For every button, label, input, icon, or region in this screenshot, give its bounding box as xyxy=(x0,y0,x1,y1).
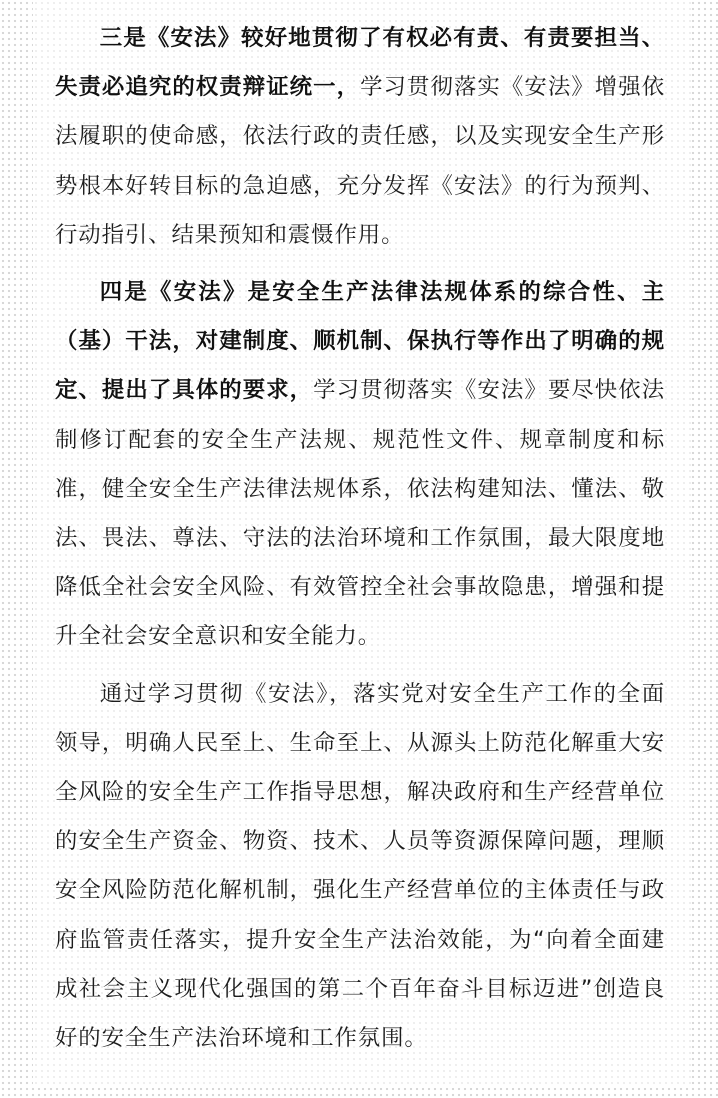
paragraph-bold-lead: 四是《安法》是安全生产法律法规体系的综合性、主（基）干法，对建制度、顺机制、保执行等作出了明确的规定、提出了具体的要求， xyxy=(55,279,665,404)
paragraph-bold-lead: 三是《安法》较好地贯彻了有权必有责、有责要担当、失责必追究的权责辩证统一， xyxy=(55,25,665,101)
paragraph-point-three xyxy=(55,14,665,260)
paragraph-body: 学习贯彻落实《安法》要尽快依法制修订配套的安全生产法规、规范性文件、规章制度和标准，健全安全生产法律法规体系，依法构建知法、懂法、敬法、畏法、尊法、守法的法治环境和工作氛围，最大限度地降低全社会安全风险、有效管控全社会事故隐患，增强和提升全社会安全意识和安全能力。 xyxy=(55,377,666,650)
article-text xyxy=(55,14,665,1071)
paragraph-body: 学习贯彻落实《安法》增强依法履职的使命感，依法行政的责任感，以及实现安全生产形势根本好转目标的急迫感，充分发挥《安法》的行为预判、行动指引、结果预知和震慑作用。 xyxy=(55,74,666,248)
paragraph-body: 通过学习贯彻《安法》，落实党对安全生产工作的全面领导，明确人民至上、生命至上、从源头上防范化解重大安全风险的安全生产工作指导思想，解决政府和生产经营单位的安全生产资金、物资、技术、人员等资源保障问题，理顺安全风险防范化解机制，强化生产经营单位的主体责任与政府监管责任落实，提升安全生产法治效能，为“向着全面建成社会主义现代化强国的第二个百年奋斗目标迈进”创造良好的安全生产法治环境和工作氛围。 xyxy=(55,680,665,1052)
paragraph-point-four xyxy=(55,268,665,662)
paragraph-conclusion xyxy=(55,670,665,1064)
article-body xyxy=(33,0,691,1088)
